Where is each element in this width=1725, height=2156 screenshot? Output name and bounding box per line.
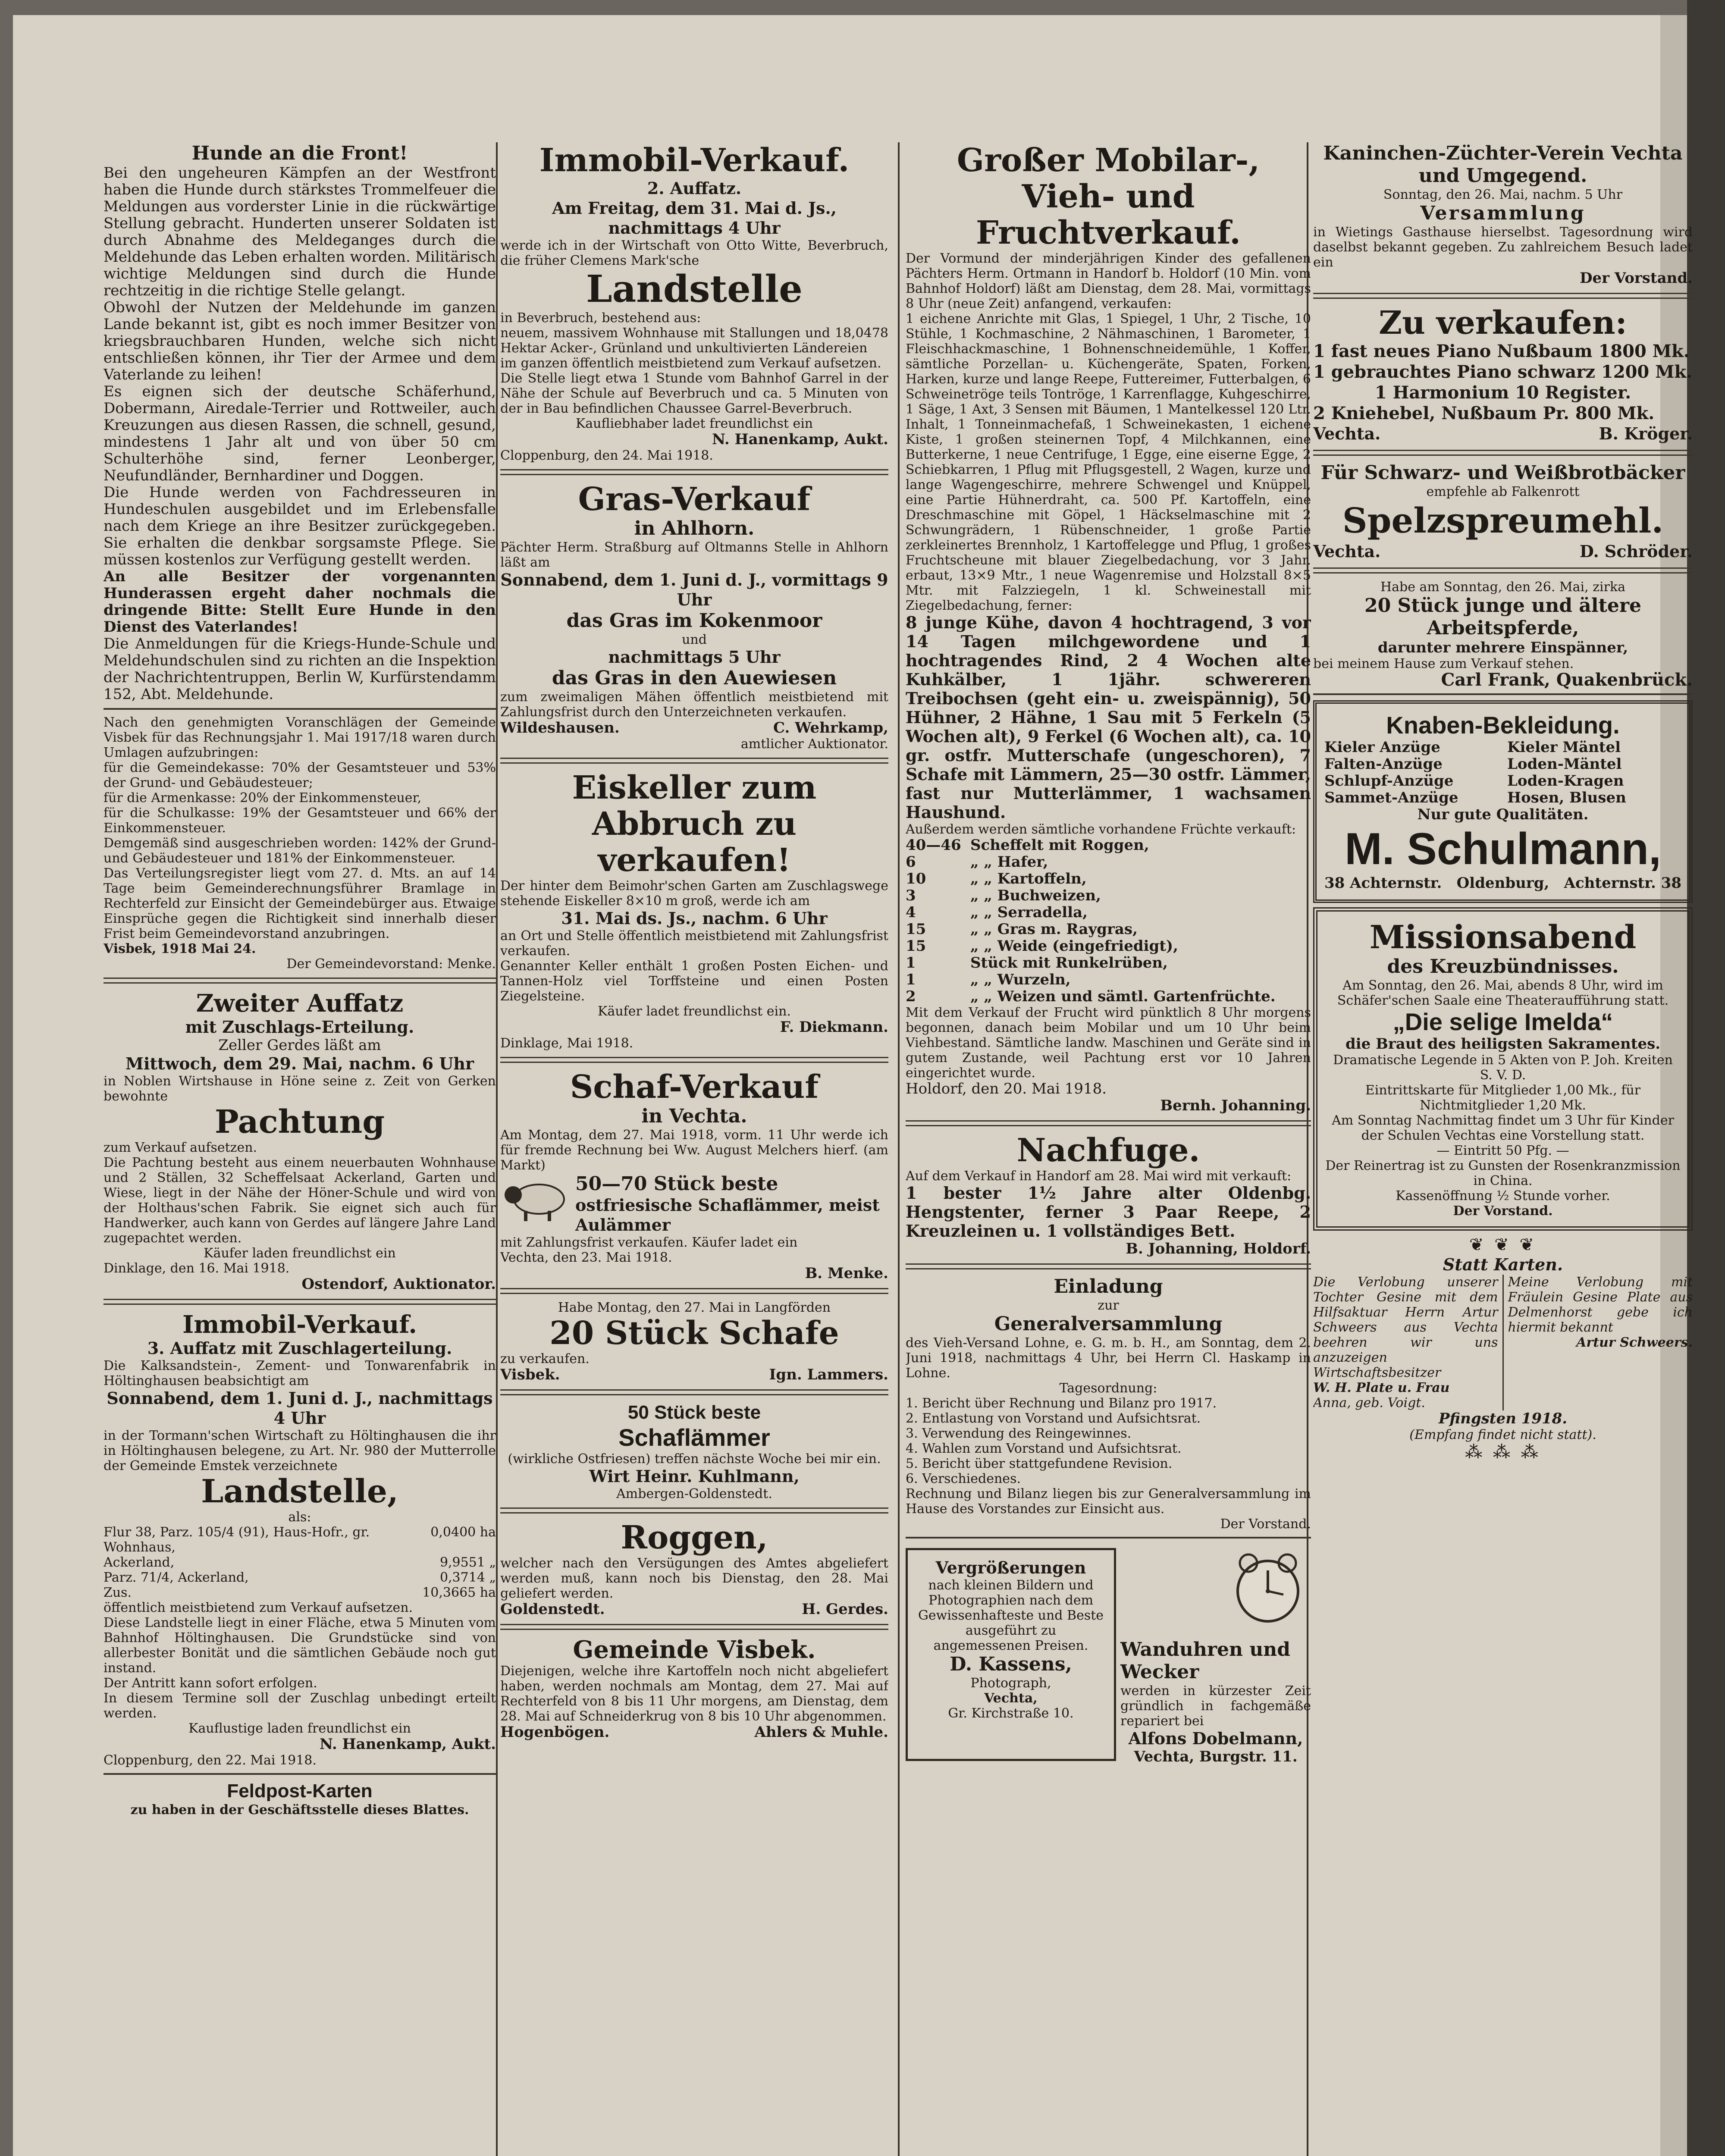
roggen-text: welcher nach den Versügungen des Amtes abgeliefert werden muß, kann noch bis Dienstag, den 28. Mai geliefert werden.: [500, 1556, 888, 1601]
vergroesserungen-ad: [906, 1548, 1116, 1761]
flur-cell: 0,0400 ha: [430, 1525, 496, 1540]
roggen-signature: H. Gerdes.: [802, 1601, 888, 1618]
missionsabend-text: Dramatische Legende in 5 Akten von P. Joh. Kreiten S. V. D.: [1333, 1053, 1673, 1083]
einladung-text: zur: [1098, 1298, 1119, 1313]
ornament-divider: ⁂ ⁂ ⁂: [1465, 1442, 1541, 1462]
frucht-qty: 1: [906, 971, 916, 988]
schaf-headline: ostfriesische Schaflämmer, meist Aulämmer: [575, 1195, 880, 1235]
immobil-text: Die Stelle liegt etwa 1 Stunde vom Bahnhof Garrel in der Nähe der Schule auf Beverbruch und ca. 5 Minuten von der in Bau befindlichen Chaussee Garrel-Beverbruch.: [500, 371, 888, 416]
frucht-item: Scheffelt mit Roggen,: [970, 837, 1149, 854]
frucht-item: „ „ Weizen und sämtl. Gartenfrüchte.: [970, 988, 1276, 1005]
verlobung-date: Pfingsten 1918.: [1438, 1410, 1568, 1427]
immobil-date2: Cloppenburg, den 24. Mai 1918.: [500, 448, 713, 463]
landstelle-heading: Landstelle: [586, 267, 803, 311]
flur-cell: Flur 38, Parz. 105/4 (91), Haus-Hofr., gr.: [104, 1525, 370, 1540]
frucht-row: [906, 887, 1311, 904]
brotbaecker-footer: [1313, 542, 1693, 561]
schafe-place: Visbek.: [500, 1366, 560, 1383]
gras-footer: [500, 720, 888, 736]
umlage-text: für die Armenkasse: 20% der Einkommensteuer,: [104, 790, 422, 805]
frucht-qty: 2: [906, 988, 916, 1005]
pachtung-signature: Ostendorf, Auktionator.: [301, 1275, 496, 1293]
kaninchen-date: Sonntag, den 26. Mai, nachm. 5 Uhr: [1383, 187, 1623, 202]
frucht-item: „ „ Kartoffeln,: [970, 870, 1087, 887]
schulmann-address: [1324, 875, 1681, 892]
frucht-row: [906, 971, 1311, 988]
immobil-signature: N. Hanenkamp, Aukt.: [712, 431, 888, 448]
umlage-signature: Der Gemeindevorstand: Menke.: [286, 956, 496, 971]
immobil-date2: Cloppenburg, den 22. Mai 1918.: [104, 1753, 317, 1768]
divider: [500, 1057, 888, 1063]
frucht-qty: 15: [906, 921, 926, 938]
einladung-title: Einladung: [1054, 1275, 1163, 1297]
eiskeller-title: Eiskeller zum Abbruch zu verkaufen!: [572, 769, 817, 879]
divider: [906, 1263, 1311, 1269]
eiskeller-text: Der hinter dem Beimohr'schen Garten am Zuschlagswege stehende Eiskeller 8×10 m groß, werde ich am: [500, 878, 888, 909]
immobil-text: Diese Landstelle liegt in einer Fläche, etwa 5 Minuten vom Bahnhof Höltinghausen. Die Grundstücke sind von allerbester Bonität und die sämtlichen Gebäude noch gut instand.: [104, 1615, 496, 1676]
immobil-text: in Beverbruch, bestehend aus:: [500, 310, 701, 326]
roggen-title: Roggen,: [621, 1519, 768, 1556]
flur-cell: Zus.: [104, 1585, 132, 1600]
zu-verkaufen-title: Zu verkaufen:: [1379, 304, 1627, 342]
knaben-items: [1324, 739, 1681, 806]
immobil-text: als:: [288, 1510, 311, 1525]
divider: [104, 1773, 496, 1775]
brotbaecker-place: Vechta.: [1313, 542, 1381, 561]
schaf-date: Vechta, den 23. Mai 1918.: [500, 1250, 672, 1265]
frucht-item: „ „ Gras m. Raygras,: [970, 921, 1138, 938]
gemeinde-visbek-text: Diejenigen, welche ihre Kartoffeln noch nicht abgeliefert haben, werden nochmals am Montag, dem 27. Mai auf Rechterfeld von 8 bis 11 Uhr morgens, am Dienstag, dem 28. Mai auf Schneiderkrug von 8 bis 10 Uhr abgenommen.: [500, 1664, 888, 1724]
immobil-date: Sonnabend, dem 1. Juni d. J., nachmittags 4 Uhr: [107, 1388, 493, 1428]
flur-row: [104, 1570, 496, 1585]
frucht-qty: 40—46: [906, 837, 961, 854]
frucht-row: [906, 854, 1311, 871]
roggen-place: Goldenstedt.: [500, 1601, 605, 1618]
mobilar-text: 1 eichene Anrichte mit Glas, 1 Spiegel, 1 Uhr, 2 Tische, 10 Stühle, 1 Kochmaschine, 2 Nähmaschinen, 1 Barometer, 1 Fleischhackmaschine, 1 Bohnenschneidemühle, 1 Koffer, sämtliche Porzellan- u. Küchengeräte, Spaten, Forken, Harken, kurze und lange Reepe, Futtereimer, Futterbalgen, 6 Schweinetröge teils Tontröge, 1 Karrenflagge, Kuhgeschirre, 1 Säge, 1 Axt, 3 Sensen mit Bäumen, 1 Mantelkessel 120 Ltr. Inhalt, 1 Tonneinmachefaß, 1 Schweinekasten, 1 eichene Kiste, 1 großen steinernen Topf, 4 Milchkannen, eine Butterkerne, 1 neue Centrifuge, 1 Egge, eine eiserne Egge, 2 Schiebkarren, 1 Pflug mit Pflugsgestell, 2 Wagen, kurze und lange Wagengeschirre, mehrere Schwengel und Knüppel, eine Partie Hühnerdraht, ca. 500 Pf. Kartoffeln, eine Dreschmaschine mit Göpel, 1 Häckselmaschine mit 2 Schwungrädern, 1 Rübenschneider, 1 große Partie zerkleinertes Brennholz, 1 Kartoffelegge und Pflug, 1 großes Fruchtscheune mit blauer Ziegelbedachung, vor 3 Jahr. erbaut, 13×9 Mtr., 1 neue Wagenremise und Holzstall 8×5 Mtr. mit Falzziegeln, 1 kl. Schweinestall mit Ziegelbedachung, ferner:: [906, 311, 1311, 613]
knaben-item: Falten-Anzüge: [1324, 755, 1443, 773]
schaf-text: mit Zahlungsfrist verkaufen. Käufer ladet ein: [500, 1235, 798, 1250]
divider: [104, 708, 496, 710]
sheep-illustration-icon: [500, 1175, 569, 1223]
vergroesserungen-title: Vergrößerungen: [935, 1558, 1086, 1577]
schulmann-name: M. Schulmann,: [1345, 824, 1661, 874]
divider: [906, 1120, 1311, 1126]
zu-verkaufen-item: 1 Harmonium 10 Register.: [1374, 382, 1631, 403]
schulmann-address-part: 38 Achternstr.: [1324, 874, 1442, 892]
hunde-text: Die Hunde werden von Fachdresseuren in Hundeschulen ausgebildet und im Erlebensfalle nach dem Kriege an ihre Besitzer zurückgegeben. Sie erhalten die denkbar sorgsamste Pflege. Sie müssen kostenlos zur Verfügung gestellt werden.: [104, 484, 496, 568]
schaf-signature: B. Menke.: [805, 1265, 888, 1282]
verlobung-left: [1313, 1275, 1504, 1410]
knaben-item: Kieler Mäntel: [1507, 739, 1621, 756]
tagesordnung-item: 1. Bericht über Rechnung und Bilanz pro 1917.: [906, 1396, 1217, 1411]
feldpost-title: Feldpost-Karten: [227, 1780, 373, 1802]
column-divider: [898, 142, 900, 2156]
arbeitspferde-text: bei meinem Hause zum Verkauf stehen.: [1313, 656, 1574, 671]
gras-date: Sonnabend, dem 1. Juni d. J., vormittags 9 Uhr: [500, 570, 888, 609]
missionsabend-text: Am Sonntag, den 26. Mai, abends 8 Uhr, wird im Schäfer'schen Saale eine Theateraufführung statt.: [1337, 978, 1669, 1008]
immobil-subtitle: 2. Auffatz.: [647, 179, 742, 198]
nachfuge-items: 1 bester 1½ Jahre alter Oldenbg. Hengstenter, ferner 3 Paar Reepe, 2 Kreuzleinen u. 1 vollständiges Bett.: [906, 1183, 1311, 1241]
flur-cell: Parz. 71/4, Ackerland,: [104, 1570, 249, 1585]
verlobung-text: Die Verlobung unserer Tochter Gesine mit dem Hilfsaktuar Herrn Artur Schweers aus Vechta beehren wir uns anzuzeigen: [1313, 1275, 1498, 1365]
nachfuge-text: Auf dem Verkauf in Handorf am 28. Mai wird mit verkauft:: [906, 1169, 1292, 1184]
divider: [104, 1299, 496, 1305]
knaben-item: Sammet-Anzüge: [1324, 789, 1458, 806]
flur-cell: 10,3665 ha: [422, 1585, 496, 1600]
zu-verkaufen-place: Vechta.: [1313, 424, 1381, 443]
gras-place: Wildeshausen.: [500, 719, 620, 736]
schafe-footer: [500, 1366, 888, 1383]
missionsabend-text: Der Reinertrag ist zu Gunsten der Rosenkranzmission in China.: [1325, 1158, 1681, 1188]
divider: [906, 1537, 1311, 1539]
flur-cell: 0,3714 „: [439, 1570, 496, 1585]
zweiter-title: Zweiter Auffatz: [196, 989, 404, 1018]
divider: [104, 978, 496, 984]
schaflaemmer-title: Schaflämmer: [618, 1424, 770, 1451]
einladung-text: Rechnung und Bilanz liegen bis zur Generalversammlung im Hause des Vorstandes zur Einsicht aus.: [906, 1486, 1311, 1517]
nachfuge-title: Nachfuge.: [1016, 1132, 1200, 1169]
schafe-text: Habe Montag, den 27. Mai in Langförden: [558, 1300, 831, 1315]
verlobung-sign: Artur Schweers.: [1576, 1335, 1693, 1350]
flur-table: [104, 1525, 496, 1600]
arbeitspferde-headline: 20 Stück junge und ältere Arbeitspferde,: [1364, 595, 1641, 639]
frucht-item: Stück mit Runkelrüben,: [970, 954, 1168, 971]
gras-text: und: [682, 632, 707, 647]
mobilar-text: Außerdem werden sämtliche vorhandene Früchte verkauft:: [906, 822, 1296, 837]
gemeinde-visbek-signature: Ahlers & Muhle.: [754, 1724, 888, 1741]
play-title: „Die selige Imelda“: [1393, 1008, 1613, 1035]
eiskeller-date2: Dinklage, Mai 1918.: [500, 1036, 634, 1051]
zu-verkaufen-item: 1 fast neues Piano Nußbaum 1800 Mk.: [1313, 341, 1690, 361]
bottom-ads: [906, 1544, 1311, 1765]
knaben-title: Knaben-Bekleidung.: [1386, 711, 1620, 739]
arbeitspferde-text: Habe am Sonntag, den 26. Mai, zirka: [1380, 580, 1626, 595]
ornament-divider: ❦ ❦ ❦: [1469, 1235, 1537, 1255]
roggen-footer: [500, 1601, 888, 1618]
flur-cell: Ackerland,: [104, 1555, 175, 1570]
arbeitspferde-text: darunter mehrere Einspänner,: [1377, 639, 1628, 656]
divider: [500, 1507, 888, 1514]
eiskeller-text: an Ort und Stelle öffentlich meistbietend mit Zahlungsfrist verkaufen.: [500, 928, 888, 959]
frucht-qty: 6: [906, 853, 916, 871]
hunde-title: Hunde an die Front!: [191, 142, 408, 164]
kassens-name: D. Kassens,: [950, 1653, 1072, 1675]
verlobung-right: [1504, 1275, 1693, 1410]
frucht-item: „ „ Weide (eingefriedigt),: [970, 937, 1178, 955]
umlage-text: Nach den genehmigten Voranschlägen der Gemeinde Visbek für das Rechnungsjahr 1. Mai 1917/18 waren durch Umlagen aufzubringen:: [104, 715, 496, 760]
zu-verkaufen-footer: [1313, 424, 1693, 444]
einladung-signature: Der Vorstand.: [1220, 1517, 1311, 1532]
eiskeller-text: Genannter Keller enthält 1 großen Posten Eichen- und Tannen-Holz viel Torffsteine und einen Posten Ziegelsteine.: [500, 959, 888, 1004]
immobil-text: Die Kalksandstein-, Zement- und Tonwarenfabrik in Höltinghausen beabsichtigt am: [104, 1358, 496, 1388]
mobilar-livestock: 8 junge Kühe, davon 4 hochtragend, 3 vor 14 Tagen milchgewordene und 1 hochtragendes Rind, 2 4 Wochen alte Kuhkälber, 1 1jähr. schwereren Treibochsen (geht ein- u. zweispännig), 50 Hühner, 2 Hähne, 1 Sau mit 5 Ferkeln (5 Wochen alt), 9 Ferkel (6 Wochen alt), ca. 10 gr. ostfr. Mutterschafe (ungeschoren), 7 Schafe mit Lämmern, 25—30 ostfr. Lämmer, fast nur Mutterlämmer, 1 wachsamen Haushund.: [906, 613, 1311, 822]
schafe-title: 20 Stück Schafe: [549, 1315, 839, 1352]
knaben-bekleidung-ad: [1313, 700, 1693, 903]
flur-row: [104, 1540, 496, 1555]
gras-text: zum zweimaligen Mähen öffentlich meistbietend mit Zahlungsfrist durch den Unterzeichneten verkaufen.: [500, 689, 888, 720]
column-divider: [496, 142, 498, 2156]
umlage-text: Das Verteilungsregister liegt vom 27. d. Mts. an auf 14 Tage beim Gemeinderechnungsführer Bramlage in Rechterfeld zur Einsicht der Gemeindebürger aus. Etwaige Einsprüche gegen die Richtigkeit sind innerhalb dieser Frist beim Gemeindevorstand anzubringen.: [104, 866, 496, 941]
flur-row: [104, 1585, 496, 1600]
frucht-row: [906, 955, 1311, 971]
umlage-text: für die Gemeindekasse: 70% der Gesamtsteuer und 53% der Grund- und Gebäudesteuer;: [104, 760, 496, 790]
umlage-text: Demgemäß sind ausgeschrieben worden: 142% der Grund- und Gebäudesteuer und 181% der Einkommensteuer.: [104, 836, 496, 866]
knaben-text: Nur gute Qualitäten.: [1417, 806, 1589, 823]
dobelmann-name: Alfons Dobelmann,: [1128, 1729, 1303, 1748]
missionsabend-signature: Der Vorstand.: [1453, 1203, 1553, 1219]
missionsabend-text: — Eintritt 50 Pfg. —: [1436, 1143, 1569, 1158]
frucht-item: „ „ Wurzeln,: [970, 971, 1071, 988]
gemeinde-visbek-footer: [500, 1724, 888, 1741]
immobil-text: Der Antritt kann sofort erfolgen.: [104, 1676, 317, 1691]
brotbaecker-signature: D. Schröder.: [1579, 542, 1693, 561]
dark-page-edge: [1687, 0, 1725, 2156]
divider: [1313, 450, 1693, 456]
knaben-item: Loden-Mäntel: [1507, 755, 1622, 773]
column-4: [1313, 142, 1693, 1462]
schaf-text: Am Montag, dem 27. Mai 1918, vorm. 11 Uhr werde ich für fremde Rechnung bei Ww. August Melchers hierf. (am Markt): [500, 1128, 888, 1173]
zweiter-date: Mittwoch, dem 29. Mai, nachm. 6 Uhr: [125, 1054, 474, 1073]
spelzspreumehl-heading: Spelzspreumehl.: [1342, 500, 1664, 541]
immobil-subtitle: 3. Auffatz mit Zuschlagerteilung.: [147, 1338, 452, 1358]
hunde-text: An alle Besitzer der vorgenannten Hunderassen ergeht daher nochmals die dringende Bitte: Stellt Eure Hunde in den Dienst des Vaterlandes!: [104, 568, 496, 636]
pachtung-text: Die Pachtung besteht aus einem neuerbauten Wohnhause und 2 Ställen, 32 Scheffelsaat Ackerland, Garten und Wiese, liegt in der Nähe der Höner-Schule und wird von der Holthaus'schen Fabrik. Sie eignet sich auch für Handwerker, auch kann von Gerdes auf längere Jahre Land zugepachtet werden.: [104, 1155, 496, 1246]
kaninchen-subtitle: Versammlung: [1420, 202, 1586, 224]
verlobung-sign: Anna, geb. Voigt.: [1313, 1395, 1425, 1410]
landstelle-heading: Landstelle,: [201, 1473, 398, 1510]
mobilar-title: Großer Mobilar-, Vieh- und Fruchtverkauf.: [957, 142, 1260, 251]
dobelmann-address: Vechta, Burgstr. 11.: [1134, 1748, 1298, 1765]
knaben-item: Kieler Anzüge: [1324, 739, 1440, 756]
tagesordnung-label: Tagesordnung:: [1059, 1381, 1157, 1396]
frucht-row: [906, 938, 1311, 955]
hunde-text: Es eignen sich der deutsche Schäferhund, Dobermann, Airedale-Terrier und Rottweiler, auch Kreuzungen aus diesen Rassen, die schnell, gesund, mindestens 1 Jahr alt und von über 50 cm Schulterhöhe sind, ferner Leonberger, Neufundländer, Bernhardiner und Doggen.: [104, 383, 496, 484]
frucht-row: [906, 921, 1311, 938]
hunde-text: Die Anmeldungen für die Kriegs-Hunde-Schule und Meldehundschulen sind zu richten an die Inspektion der Nachrichtentruppen, Berlin W, Kurfürstendamm 152, Abt. Meldehunde.: [104, 635, 496, 703]
einladung-text: des Vieh-Versand Lohne, e. G. m. b. H., am Sonntag, dem 2. Juni 1918, nachmittags 4 Uhr, bei Herrn Cl. Haskamp in Lohne.: [906, 1335, 1311, 1381]
frucht-row: [906, 904, 1311, 921]
frucht-qty: 15: [906, 937, 926, 955]
missionsabend-title: Missionsabend: [1369, 919, 1637, 956]
missionsabend-text: Kassenöffnung ½ Stunde vorher.: [1396, 1188, 1610, 1203]
zu-verkaufen-signature: B. Kröger.: [1599, 424, 1693, 443]
immobil-text: im ganzen öffentlich meistbietend zum Verkauf aufsetzen.: [500, 356, 881, 371]
flur-cell: 9,9551 „: [439, 1555, 496, 1570]
immobil-text: neuem, massivem Wohnhause mit Stallungen und 18,0478 Hektar Acker-, Grünland und unkultivierten Ländereien: [500, 326, 888, 356]
tagesordnung-item: 3. Verwendung des Reingewinnes.: [906, 1426, 1132, 1441]
knaben-item: Loden-Kragen: [1507, 772, 1624, 790]
frucht-row: [906, 871, 1311, 887]
verlobung-sign: W. H. Plate u. Frau: [1313, 1380, 1450, 1395]
vergroesserungen-text: nach kleinen Bildern und Photographien nach dem Gewissenhafteste und Beste ausgeführt zu angemessenen Preisen.: [918, 1578, 1104, 1653]
schaflaemmer-place: Ambergen-Goldenstedt.: [616, 1486, 772, 1501]
divider: [1313, 567, 1693, 573]
immobil-title: Immobil-Verkauf.: [539, 142, 850, 179]
immobil-signature: N. Hanenkamp, Aukt.: [319, 1736, 496, 1753]
schaf-headline: 50—70 Stück beste: [575, 1173, 778, 1195]
missionsabend-subtitle: des Kreuzbündnisses.: [1387, 956, 1619, 978]
verlobung-note: (Empfang findet nicht statt).: [1409, 1427, 1596, 1442]
column-2: [500, 142, 888, 1741]
divider: [500, 1288, 888, 1294]
wanduhren-text: werden in kürzester Zeit gründlich in fachgemäße repariert bei: [1120, 1683, 1311, 1729]
eiskeller-text: Käufer ladet freundlichst ein.: [598, 1004, 791, 1019]
divider: [1313, 693, 1693, 695]
gras-subtitle: in Ahlhorn.: [634, 517, 755, 539]
schaf-subtitle: in Vechta.: [641, 1105, 747, 1127]
tagesordnung-item: 6. Verschiedenes.: [906, 1471, 1021, 1486]
immobil-text: öffentlich meistbietend zum Verkauf aufsetzen.: [104, 1600, 413, 1615]
verlobung-sign: Wirtschaftsbesitzer: [1313, 1365, 1441, 1380]
statt-karten-title: Statt Karten.: [1443, 1255, 1563, 1274]
gras-title: Gras-Verkauf: [578, 481, 811, 518]
schaflaemmer-title: 50 Stück beste: [627, 1402, 761, 1423]
pachtung-date: Dinklage, den 16. Mai 1918.: [104, 1261, 290, 1276]
eiskeller-signature: F. Diekmann.: [780, 1018, 888, 1036]
frucht-item: „ „ Hafer,: [970, 853, 1048, 871]
frucht-qty: 1: [906, 954, 916, 971]
immobil-text: in der Tormann'schen Wirtschaft zu Höltinghausen die ihr in Höltinghausen belegene, zu Art. Nr. 980 der Mutterrolle der Gemeinde Emstek verzeichnete: [104, 1428, 496, 1473]
pachtung-text: Käufer laden freundlichst ein: [204, 1246, 396, 1261]
mobilar-text: Der Vormund der minderjährigen Kinder des gefallenen Pächters Herm. Ortmann in Handorf b. Holdorf (10 Min. vom Bahnhof Holdorf) läßt am Dienstag, dem 28. Mai, vormittags 8 Uhr (neue Zeit) anfangend, verkaufen:: [906, 251, 1311, 311]
schulmann-address-part: Achternstr. 38: [1564, 874, 1681, 892]
tagesordnung-item: 5. Bericht über stattgefundene Revision.: [906, 1456, 1173, 1471]
pachtung-heading: Pachtung: [215, 1103, 385, 1141]
immobil-text: In diesem Termine soll der Zuschlag unbedingt erteilt werden.: [104, 1691, 496, 1721]
immobil-title: Immobil-Verkauf.: [182, 1310, 417, 1339]
tagesordnung-item: 2. Entlastung von Vorstand und Aufsichtsrat.: [906, 1411, 1201, 1426]
schafe-text: zu verkaufen.: [500, 1351, 590, 1366]
frucht-row: [906, 837, 1311, 854]
wanduhren-ad: [1120, 1544, 1311, 1765]
zweiter-text: in Noblen Wirtshause in Höne seine z. Zeit von Gerken bewohnte: [104, 1074, 496, 1104]
kaninchen-title: Kaninchen-Züchter-Verein Vechta und Umgegend.: [1323, 142, 1683, 187]
kassens-line: Vechta,: [984, 1691, 1038, 1706]
flur-cell: Wohnhaus,: [104, 1540, 176, 1555]
play-subtitle: die Braut des heiligsten Sakramentes.: [1345, 1035, 1661, 1053]
gras-signature: C. Wehrkamp,: [773, 719, 888, 736]
umlage-date: Visbek, 1918 Mai 24.: [104, 941, 256, 956]
flur-row: [104, 1525, 496, 1540]
kaninchen-text: in Wietings Gasthause hierselbst. Tagesordnung wird daselbst bekannt gegeben. Zu zahlreichem Besuch ladet ein: [1313, 225, 1693, 270]
verlobung-text: Meine Verlobung mit Fräulein Gesine Plate aus Delmenhorst gebe ich hiermit bekannt: [1508, 1275, 1693, 1335]
clock-icon: [1225, 1544, 1311, 1639]
zu-verkaufen-item: 2 Kniehebel, Nußbaum Pr. 800 Mk.: [1313, 403, 1655, 423]
immobil-text: werde ich in der Wirtschaft von Otto Witte, Beverbruch, die früher Clemens Mark'sche: [500, 238, 888, 268]
gras-text: Pächter Herm. Straßburg auf Oltmanns Stelle in Ahlhorn läßt am: [500, 540, 888, 570]
verlobung-announcements: [1313, 1275, 1693, 1410]
brotbaecker-text: empfehle ab Falkenrott: [1426, 484, 1580, 499]
kassens-line: Photograph,: [970, 1676, 1051, 1691]
umlage-text: für die Schulkasse: 19% der Gesamtsteuer und 66% der Einkommensteuer.: [104, 805, 496, 836]
brotbaecker-title: Für Schwarz- und Weißbrotbäcker: [1320, 462, 1685, 484]
arbeitspferde-signature: Carl Frank, Quakenbrück.: [1441, 670, 1693, 690]
kassens-line: Gr. Kirchstraße 10.: [948, 1706, 1074, 1721]
frucht-table: [906, 837, 1311, 1005]
nachfuge-signature: B. Johanning, Holdorf.: [1126, 1240, 1311, 1257]
divider: [500, 469, 888, 475]
gras-item: das Gras in den Auewiesen: [552, 667, 837, 689]
schaflaemmer-text: (wirkliche Ostfriesen) treffen nächste Woche bei mir ein.: [508, 1451, 881, 1467]
hunde-text: Bei den ungeheuren Kämpfen an der Westfront haben die Hunde durch stärkstes Trommelfeuer die Meldungen aus vorderster Linie in die rückwärtige Stellung gebracht. Hunderten unserer Soldaten ist durch Abnahme des Meldeganges durch die Meldehunde das Leben erhalten worden. Militärisch wichtige Meldungen sind durch die Hunde rechtzeitig in die richtige Stelle gelangt.: [104, 164, 496, 299]
frucht-item: „ „ Serradella,: [970, 904, 1088, 921]
missionsabend-ad: [1313, 907, 1693, 1231]
immobil-date: Am Freitag, dem 31. Mai d. Js., nachmittags 4 Uhr: [552, 198, 837, 238]
mobilar-signature: Bernh. Johanning.: [1160, 1097, 1311, 1114]
divider: [500, 1624, 888, 1630]
frucht-item: „ „ Buchweizen,: [970, 887, 1101, 904]
schaflaemmer-signature: Wirt Heinr. Kuhlmann,: [589, 1467, 800, 1486]
zweiter-subtitle: mit Zuschlags-Erteilung.: [185, 1017, 414, 1037]
gras-time: nachmittags 5 Uhr: [608, 647, 781, 667]
kaninchen-signature: Der Vorstand.: [1580, 270, 1693, 287]
eiskeller-date: 31. Mai ds. Js., nachm. 6 Uhr: [561, 909, 828, 928]
knaben-item: Schlupf-Anzüge: [1324, 772, 1454, 790]
divider: [500, 758, 888, 764]
gras-signature-title: amtlicher Auktionator.: [740, 736, 888, 752]
missionsabend-text: Eintrittskarte für Mitglieder 1,00 Mk., für Nichtmitglieder 1,20 Mk.: [1365, 1083, 1641, 1113]
frucht-qty: 3: [906, 887, 916, 904]
column-1: [104, 142, 496, 1818]
wanduhren-title: Wanduhren und Wecker: [1120, 1639, 1291, 1683]
zweiter-text: Zeller Gerdes läßt am: [218, 1037, 381, 1054]
column-3: [906, 142, 1311, 1765]
divider: [500, 1389, 888, 1395]
feldpost-text: zu haben in der Geschäftsstelle dieses Blattes.: [130, 1802, 469, 1818]
frucht-qty: 10: [906, 870, 926, 887]
mobilar-text: Mit dem Verkauf der Frucht wird pünktlich 8 Uhr morgens begonnen, danach beim Mobilar und um 10 Uhr beim Viehbestand. Sämtliche landw. Maschinen und Geräte sind in gutem Zustande, weil Pachtung erst vor 10 Jahren eingerichtet wurde.: [906, 1005, 1311, 1081]
flur-row: [104, 1555, 496, 1570]
immobil-text: Kauflustige laden freundlichst ein: [188, 1721, 411, 1736]
knaben-item: Hosen, Blusen: [1507, 789, 1626, 806]
gemeinde-visbek-place: Hogenbögen.: [500, 1724, 610, 1741]
zu-verkaufen-item: 1 gebrauchtes Piano schwarz 1200 Mk.: [1313, 362, 1693, 382]
immobil-text: Kaufliebhaber ladet freundlichst ein: [575, 416, 813, 431]
gras-item: das Gras im Kokenmoor: [566, 610, 822, 632]
einladung-subtitle: Generalversammlung: [994, 1313, 1223, 1335]
tagesordnung-item: 4. Wahlen zum Vorstand und Aufsichtsrat.: [906, 1441, 1182, 1456]
hunde-text: Obwohl der Nutzen der Meldehunde im ganzen Lande bekannt ist, gibt es noch immer Besitzer von kriegsbrauchbaren Hunden, welche sich nicht entschließen können, ihr Tier der Armee und dem Vaterlande zu leihen!: [104, 299, 496, 383]
mobilar-date: Holdorf, den 20. Mai 1918.: [906, 1080, 1107, 1097]
schulmann-address-part: Oldenburg,: [1456, 874, 1549, 892]
pachtung-text: zum Verkauf aufsetzen.: [104, 1140, 257, 1155]
divider: [1313, 293, 1693, 299]
schafe-signature: Ign. Lammers.: [769, 1366, 888, 1383]
mobilar-footer: [906, 1081, 1311, 1097]
missionsabend-text: Am Sonntag Nachmittag findet um 3 Uhr für Kinder der Schulen Vechtas eine Vorstellung statt.: [1332, 1113, 1674, 1143]
frucht-qty: 4: [906, 904, 916, 921]
frucht-row: [906, 988, 1311, 1005]
gemeinde-visbek-title: Gemeinde Visbek.: [573, 1636, 816, 1664]
schaf-title: Schaf-Verkauf: [570, 1069, 819, 1106]
